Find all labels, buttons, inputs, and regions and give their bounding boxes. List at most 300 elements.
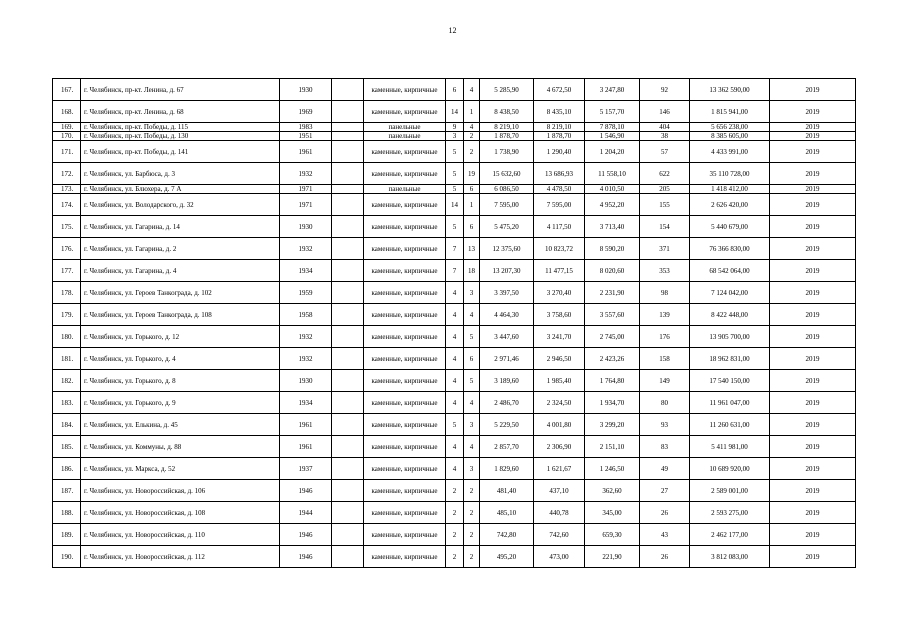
- living-area-cell: 362,60: [585, 480, 640, 502]
- floors-cell: 3: [446, 132, 464, 141]
- address-cell: г. Челябинск, ул. Гагарина, д. 4: [81, 260, 280, 282]
- entrances-cell: 5: [464, 326, 480, 348]
- premises-area-cell: 4 478,50: [534, 185, 585, 194]
- planned-year-cell: 2019: [770, 392, 856, 414]
- repair-cost-cell: 11 961 047,00: [690, 392, 770, 414]
- address-cell: г. Челябинск, ул. Новороссийская, д. 108: [81, 502, 280, 524]
- total-area-cell: 495,20: [480, 546, 534, 568]
- floors-cell: 4: [446, 282, 464, 304]
- planned-year-cell: 2019: [770, 163, 856, 185]
- premises-area-cell: 10 823,72: [534, 238, 585, 260]
- floors-cell: 4: [446, 436, 464, 458]
- address-cell: г. Челябинск, ул. Коммуны, д. 88: [81, 436, 280, 458]
- entrances-cell: 6: [464, 348, 480, 370]
- table-row: [53, 141, 856, 163]
- floors-cell: 2: [446, 546, 464, 568]
- floors-cell: 7: [446, 260, 464, 282]
- total-area-cell: 6 086,50: [480, 185, 534, 194]
- living-area-cell: 659,30: [585, 524, 640, 546]
- repair-cost-cell: 8 385 605,00: [690, 132, 770, 141]
- planned-year-cell: 2019: [770, 216, 856, 238]
- address-cell: г. Челябинск, ул. Володарского, д. 32: [81, 194, 280, 216]
- blank-cell-cell: [332, 348, 364, 370]
- total-area-cell: 1 878,70: [480, 132, 534, 141]
- table-row: [53, 216, 856, 238]
- total-area-cell: 5 475,20: [480, 216, 534, 238]
- living-area-cell: 8 590,20: [585, 238, 640, 260]
- repair-cost-cell: 2 462 177,00: [690, 524, 770, 546]
- table-row: [53, 480, 856, 502]
- floors-cell: 5: [446, 141, 464, 163]
- planned-year-cell: 2019: [770, 480, 856, 502]
- table-row: [53, 546, 856, 568]
- repair-cost-cell: 2 589 001,00: [690, 480, 770, 502]
- row-number-cell: 168.: [53, 101, 81, 123]
- entrances-cell: 18: [464, 260, 480, 282]
- row-number-cell: 183.: [53, 392, 81, 414]
- premises-area-cell: 473,00: [534, 546, 585, 568]
- residents-cell: 622: [640, 163, 690, 185]
- residents-cell: 27: [640, 480, 690, 502]
- row-number-cell: 172.: [53, 163, 81, 185]
- repair-cost-cell: 7 124 042,00: [690, 282, 770, 304]
- repair-cost-cell: 1 418 412,00: [690, 185, 770, 194]
- entrances-cell: 3: [464, 458, 480, 480]
- living-area-cell: 3 713,40: [585, 216, 640, 238]
- row-number-cell: 178.: [53, 282, 81, 304]
- row-number-cell: 173.: [53, 185, 81, 194]
- entrances-cell: 4: [464, 123, 480, 132]
- entrances-cell: 3: [464, 282, 480, 304]
- address-cell: г. Челябинск, пр-кт. Победы, д. 141: [81, 141, 280, 163]
- table-row: [53, 304, 856, 326]
- entrances-cell: 5: [464, 370, 480, 392]
- address-cell: г. Челябинск, ул. Героев Танкограда, д. 108: [81, 304, 280, 326]
- planned-year-cell: 2019: [770, 132, 856, 141]
- wall-material-cell: каменные, кирпичные: [364, 546, 446, 568]
- address-cell: г. Челябинск, ул. Горького, д. 9: [81, 392, 280, 414]
- commission-year-cell: 1961: [280, 141, 332, 163]
- planned-year-cell: 2019: [770, 370, 856, 392]
- floors-cell: 4: [446, 392, 464, 414]
- blank-cell-cell: [332, 370, 364, 392]
- row-number-cell: 167.: [53, 79, 81, 101]
- address-cell: г. Челябинск, ул. Гагарина, д. 14: [81, 216, 280, 238]
- address-cell: г. Челябинск, ул. Горького, д. 8: [81, 370, 280, 392]
- repair-cost-cell: 11 260 631,00: [690, 414, 770, 436]
- wall-material-cell: каменные, кирпичные: [364, 260, 446, 282]
- premises-area-cell: 7 595,00: [534, 194, 585, 216]
- premises-area-cell: 13 686,93: [534, 163, 585, 185]
- planned-year-cell: 2019: [770, 436, 856, 458]
- floors-cell: 14: [446, 194, 464, 216]
- planned-year-cell: 2019: [770, 524, 856, 546]
- entrances-cell: 1: [464, 194, 480, 216]
- total-area-cell: 4 464,30: [480, 304, 534, 326]
- wall-material-cell: панельные: [364, 185, 446, 194]
- entrances-cell: 19: [464, 163, 480, 185]
- entrances-cell: 1: [464, 101, 480, 123]
- commission-year-cell: 1961: [280, 414, 332, 436]
- entrances-cell: 4: [464, 304, 480, 326]
- premises-area-cell: 11 477,15: [534, 260, 585, 282]
- total-area-cell: 13 207,30: [480, 260, 534, 282]
- row-number-cell: 177.: [53, 260, 81, 282]
- repair-cost-cell: 17 540 150,00: [690, 370, 770, 392]
- repair-cost-cell: 8 422 448,00: [690, 304, 770, 326]
- wall-material-cell: каменные, кирпичные: [364, 502, 446, 524]
- living-area-cell: 1 934,70: [585, 392, 640, 414]
- blank-cell-cell: [332, 132, 364, 141]
- floors-cell: 4: [446, 326, 464, 348]
- living-area-cell: 1 246,50: [585, 458, 640, 480]
- entrances-cell: 2: [464, 502, 480, 524]
- entrances-cell: 2: [464, 132, 480, 141]
- living-area-cell: 345,00: [585, 502, 640, 524]
- living-area-cell: 3 557,60: [585, 304, 640, 326]
- entrances-cell: 2: [464, 546, 480, 568]
- wall-material-cell: каменные, кирпичные: [364, 436, 446, 458]
- total-area-cell: 485,10: [480, 502, 534, 524]
- residents-cell: 26: [640, 546, 690, 568]
- total-area-cell: 742,80: [480, 524, 534, 546]
- table-row: [53, 163, 856, 185]
- planned-year-cell: 2019: [770, 79, 856, 101]
- planned-year-cell: 2019: [770, 238, 856, 260]
- table-row: [53, 414, 856, 436]
- commission-year-cell: 1932: [280, 326, 332, 348]
- wall-material-cell: каменные, кирпичные: [364, 194, 446, 216]
- blank-cell-cell: [332, 238, 364, 260]
- commission-year-cell: 1958: [280, 304, 332, 326]
- entrances-cell: 6: [464, 185, 480, 194]
- commission-year-cell: 1946: [280, 524, 332, 546]
- row-number-cell: 171.: [53, 141, 81, 163]
- entrances-cell: 4: [464, 79, 480, 101]
- commission-year-cell: 1959: [280, 282, 332, 304]
- wall-material-cell: каменные, кирпичные: [364, 326, 446, 348]
- floors-cell: 9: [446, 123, 464, 132]
- row-number-cell: 181.: [53, 348, 81, 370]
- blank-cell-cell: [332, 282, 364, 304]
- table-row: [53, 524, 856, 546]
- commission-year-cell: 1932: [280, 348, 332, 370]
- address-cell: г. Челябинск, ул. Новороссийская, д. 110: [81, 524, 280, 546]
- row-number-cell: 190.: [53, 546, 81, 568]
- address-cell: г. Челябинск, пр-кт. Победы, д. 130: [81, 132, 280, 141]
- premises-area-cell: 1 621,67: [534, 458, 585, 480]
- planned-year-cell: 2019: [770, 348, 856, 370]
- residents-cell: 80: [640, 392, 690, 414]
- commission-year-cell: 1961: [280, 436, 332, 458]
- residents-cell: 205: [640, 185, 690, 194]
- planned-year-cell: 2019: [770, 101, 856, 123]
- repair-cost-cell: 10 689 920,00: [690, 458, 770, 480]
- total-area-cell: 2 857,70: [480, 436, 534, 458]
- total-area-cell: 15 632,60: [480, 163, 534, 185]
- premises-area-cell: 2 324,50: [534, 392, 585, 414]
- wall-material-cell: каменные, кирпичные: [364, 79, 446, 101]
- address-cell: г. Челябинск, ул. Горького, д. 12: [81, 326, 280, 348]
- wall-material-cell: каменные, кирпичные: [364, 414, 446, 436]
- table-row: [53, 458, 856, 480]
- floors-cell: 4: [446, 458, 464, 480]
- commission-year-cell: 1971: [280, 194, 332, 216]
- floors-cell: 6: [446, 79, 464, 101]
- planned-year-cell: 2019: [770, 194, 856, 216]
- repair-cost-cell: 5 656 238,00: [690, 123, 770, 132]
- table-row: [53, 392, 856, 414]
- repair-cost-cell: 5 411 981,00: [690, 436, 770, 458]
- row-number-cell: 179.: [53, 304, 81, 326]
- planned-year-cell: 2019: [770, 458, 856, 480]
- planned-year-cell: 2019: [770, 546, 856, 568]
- living-area-cell: 3 247,80: [585, 79, 640, 101]
- residents-cell: 38: [640, 132, 690, 141]
- address-cell: г. Челябинск, ул. Героев Танкограда, д. 102: [81, 282, 280, 304]
- blank-cell-cell: [332, 502, 364, 524]
- premises-area-cell: 4 117,50: [534, 216, 585, 238]
- entrances-cell: 2: [464, 524, 480, 546]
- planned-year-cell: 2019: [770, 141, 856, 163]
- wall-material-cell: каменные, кирпичные: [364, 348, 446, 370]
- planned-year-cell: 2019: [770, 414, 856, 436]
- living-area-cell: 11 558,10: [585, 163, 640, 185]
- blank-cell-cell: [332, 163, 364, 185]
- residents-cell: 43: [640, 524, 690, 546]
- total-area-cell: 5 229,50: [480, 414, 534, 436]
- living-area-cell: 1 546,90: [585, 132, 640, 141]
- residents-cell: 139: [640, 304, 690, 326]
- repair-cost-cell: 13 905 700,00: [690, 326, 770, 348]
- floors-cell: 5: [446, 185, 464, 194]
- wall-material-cell: каменные, кирпичные: [364, 304, 446, 326]
- address-cell: г. Челябинск, ул. Блюхера, д. 7 А: [81, 185, 280, 194]
- table-row: [53, 194, 856, 216]
- planned-year-cell: 2019: [770, 502, 856, 524]
- wall-material-cell: панельные: [364, 132, 446, 141]
- residents-cell: 149: [640, 370, 690, 392]
- commission-year-cell: 1946: [280, 480, 332, 502]
- table-row: [53, 101, 856, 123]
- residents-cell: 83: [640, 436, 690, 458]
- address-cell: г. Челябинск, ул. Маркса, д. 52: [81, 458, 280, 480]
- housing-register-table: [52, 78, 856, 568]
- premises-area-cell: 1 290,40: [534, 141, 585, 163]
- entrances-cell: 2: [464, 141, 480, 163]
- commission-year-cell: 1930: [280, 216, 332, 238]
- repair-cost-cell: 4 433 991,00: [690, 141, 770, 163]
- row-number-cell: 169.: [53, 123, 81, 132]
- table-row: [53, 132, 856, 141]
- commission-year-cell: 1932: [280, 163, 332, 185]
- premises-area-cell: 4 672,50: [534, 79, 585, 101]
- blank-cell-cell: [332, 185, 364, 194]
- total-area-cell: 1 738,90: [480, 141, 534, 163]
- wall-material-cell: каменные, кирпичные: [364, 480, 446, 502]
- table-row: [53, 185, 856, 194]
- blank-cell-cell: [332, 480, 364, 502]
- row-number-cell: 189.: [53, 524, 81, 546]
- total-area-cell: 12 375,60: [480, 238, 534, 260]
- premises-area-cell: 2 306,90: [534, 436, 585, 458]
- living-area-cell: 8 020,60: [585, 260, 640, 282]
- table-row: [53, 436, 856, 458]
- address-cell: г. Челябинск, ул. Новороссийская, д. 112: [81, 546, 280, 568]
- living-area-cell: 2 151,10: [585, 436, 640, 458]
- floors-cell: 2: [446, 524, 464, 546]
- row-number-cell: 170.: [53, 132, 81, 141]
- address-cell: г. Челябинск, ул. Барбюса, д. 3: [81, 163, 280, 185]
- blank-cell-cell: [332, 79, 364, 101]
- residents-cell: 93: [640, 414, 690, 436]
- table-row: [53, 370, 856, 392]
- premises-area-cell: 440,78: [534, 502, 585, 524]
- wall-material-cell: каменные, кирпичные: [364, 101, 446, 123]
- blank-cell-cell: [332, 436, 364, 458]
- row-number-cell: 176.: [53, 238, 81, 260]
- commission-year-cell: 1932: [280, 238, 332, 260]
- residents-cell: 98: [640, 282, 690, 304]
- wall-material-cell: каменные, кирпичные: [364, 370, 446, 392]
- address-cell: г. Челябинск, пр-кт. Ленина, д. 68: [81, 101, 280, 123]
- living-area-cell: 4 952,20: [585, 194, 640, 216]
- wall-material-cell: каменные, кирпичные: [364, 216, 446, 238]
- page-number: 12: [448, 26, 457, 35]
- residents-cell: 154: [640, 216, 690, 238]
- entrances-cell: 4: [464, 436, 480, 458]
- blank-cell-cell: [332, 392, 364, 414]
- commission-year-cell: 1971: [280, 185, 332, 194]
- repair-cost-cell: 5 440 679,00: [690, 216, 770, 238]
- total-area-cell: 3 189,60: [480, 370, 534, 392]
- floors-cell: 4: [446, 348, 464, 370]
- residents-cell: 57: [640, 141, 690, 163]
- blank-cell-cell: [332, 101, 364, 123]
- planned-year-cell: 2019: [770, 282, 856, 304]
- residents-cell: 49: [640, 458, 690, 480]
- wall-material-cell: каменные, кирпичные: [364, 282, 446, 304]
- residents-cell: 371: [640, 238, 690, 260]
- premises-area-cell: 8 219,10: [534, 123, 585, 132]
- floors-cell: 7: [446, 238, 464, 260]
- premises-area-cell: 3 241,70: [534, 326, 585, 348]
- wall-material-cell: каменные, кирпичные: [364, 392, 446, 414]
- total-area-cell: 1 829,60: [480, 458, 534, 480]
- premises-area-cell: 3 270,40: [534, 282, 585, 304]
- table-row: [53, 348, 856, 370]
- total-area-cell: 481,40: [480, 480, 534, 502]
- residents-cell: 158: [640, 348, 690, 370]
- blank-cell-cell: [332, 194, 364, 216]
- commission-year-cell: 1946: [280, 546, 332, 568]
- premises-area-cell: 3 758,60: [534, 304, 585, 326]
- row-number-cell: 182.: [53, 370, 81, 392]
- wall-material-cell: панельные: [364, 123, 446, 132]
- planned-year-cell: 2019: [770, 123, 856, 132]
- premises-area-cell: 742,60: [534, 524, 585, 546]
- planned-year-cell: 2019: [770, 185, 856, 194]
- wall-material-cell: каменные, кирпичные: [364, 238, 446, 260]
- table-row: [53, 260, 856, 282]
- entrances-cell: 4: [464, 392, 480, 414]
- blank-cell-cell: [332, 123, 364, 132]
- row-number-cell: 188.: [53, 502, 81, 524]
- residents-cell: 176: [640, 326, 690, 348]
- blank-cell-cell: [332, 216, 364, 238]
- floors-cell: 14: [446, 101, 464, 123]
- living-area-cell: 2 745,00: [585, 326, 640, 348]
- row-number-cell: 175.: [53, 216, 81, 238]
- repair-cost-cell: 76 366 830,00: [690, 238, 770, 260]
- commission-year-cell: 1951: [280, 132, 332, 141]
- wall-material-cell: каменные, кирпичные: [364, 141, 446, 163]
- floors-cell: 2: [446, 502, 464, 524]
- address-cell: г. Челябинск, пр-кт. Ленина, д. 67: [81, 79, 280, 101]
- living-area-cell: 5 157,70: [585, 101, 640, 123]
- entrances-cell: 13: [464, 238, 480, 260]
- table-row: [53, 123, 856, 132]
- row-number-cell: 186.: [53, 458, 81, 480]
- repair-cost-cell: 68 542 064,00: [690, 260, 770, 282]
- repair-cost-cell: 1 815 941,00: [690, 101, 770, 123]
- repair-cost-cell: 3 812 083,00: [690, 546, 770, 568]
- floors-cell: 5: [446, 414, 464, 436]
- repair-cost-cell: 35 110 728,00: [690, 163, 770, 185]
- blank-cell-cell: [332, 326, 364, 348]
- premises-area-cell: 8 435,10: [534, 101, 585, 123]
- living-area-cell: 4 010,50: [585, 185, 640, 194]
- blank-cell-cell: [332, 414, 364, 436]
- planned-year-cell: 2019: [770, 326, 856, 348]
- commission-year-cell: 1934: [280, 392, 332, 414]
- table-body: [53, 79, 856, 568]
- commission-year-cell: 1983: [280, 123, 332, 132]
- commission-year-cell: 1944: [280, 502, 332, 524]
- commission-year-cell: 1937: [280, 458, 332, 480]
- residents-cell: 404: [640, 123, 690, 132]
- blank-cell-cell: [332, 524, 364, 546]
- total-area-cell: 3 397,50: [480, 282, 534, 304]
- premises-area-cell: 1 878,70: [534, 132, 585, 141]
- blank-cell-cell: [332, 304, 364, 326]
- blank-cell-cell: [332, 260, 364, 282]
- entrances-cell: 3: [464, 414, 480, 436]
- living-area-cell: 2 423,26: [585, 348, 640, 370]
- living-area-cell: 7 878,10: [585, 123, 640, 132]
- living-area-cell: 2 231,90: [585, 282, 640, 304]
- residents-cell: 155: [640, 194, 690, 216]
- row-number-cell: 180.: [53, 326, 81, 348]
- total-area-cell: 5 285,90: [480, 79, 534, 101]
- total-area-cell: 7 595,00: [480, 194, 534, 216]
- row-number-cell: 184.: [53, 414, 81, 436]
- table-row: [53, 502, 856, 524]
- planned-year-cell: 2019: [770, 260, 856, 282]
- blank-cell-cell: [332, 458, 364, 480]
- commission-year-cell: 1969: [280, 101, 332, 123]
- premises-area-cell: 437,10: [534, 480, 585, 502]
- total-area-cell: 8 219,10: [480, 123, 534, 132]
- wall-material-cell: каменные, кирпичные: [364, 458, 446, 480]
- commission-year-cell: 1930: [280, 79, 332, 101]
- floors-cell: 4: [446, 370, 464, 392]
- repair-cost-cell: 2 593 275,00: [690, 502, 770, 524]
- residents-cell: 26: [640, 502, 690, 524]
- table-row: [53, 79, 856, 101]
- planned-year-cell: 2019: [770, 304, 856, 326]
- blank-cell-cell: [332, 141, 364, 163]
